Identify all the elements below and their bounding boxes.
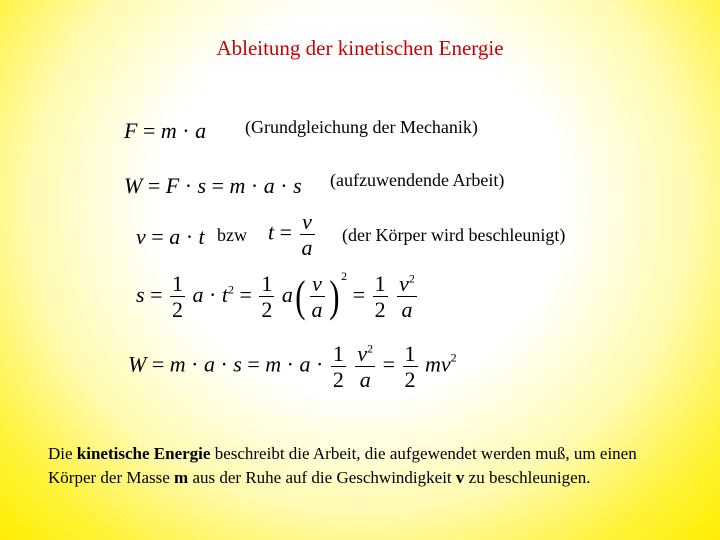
desc-part2: beschreibt die Arbeit, die aufgewendet werden muß, um einen Körper der Masse [48,444,637,487]
note-beschleunigt: (der Körper wird beschleunigt) [342,225,566,245]
formula-time: t = $\frac{v}{a}$ [268,209,313,261]
note-grundgleichung: (Grundgleichung der Mechanik) [245,117,478,137]
formula-energie: W = m · a · s = m · a · $\frac{1}{2}$ $\frac{v^2}{a}$ = $\frac{1}{2}$ $mv^2$ [128,341,457,393]
desc-part1: Die [48,444,77,463]
note-arbeit: (aufzuwendende Arbeit) [330,170,505,190]
formula-velocity: v = a · t [136,224,205,249]
formula-newton: F = m · a [124,118,207,143]
formula-arbeit: W = F · s = m · a · s [124,173,302,198]
desc-part3: aus der Ruhe auf die Geschwindigkeit [188,468,456,487]
note-bzw: bzw [217,225,247,245]
desc-bold-v: v [455,468,465,487]
formula-weg: s = $\frac{1}{2}$ $a \cdot t^2$ = $\frac{1}{2}$ a( $\frac{v}{a}$ ) $^2$ = $\frac{1}{2}$ $\frac{v^2}{a}$ [136,269,415,323]
desc-bold-kinetische-energie: kinetische Energie [76,444,211,463]
slide-title: Ableitung der kinetischen Energie [216,36,504,60]
desc-bold-m: m [174,468,189,487]
desc-part4: zu beschleunigen. [464,468,591,487]
description-text [48,442,688,490]
